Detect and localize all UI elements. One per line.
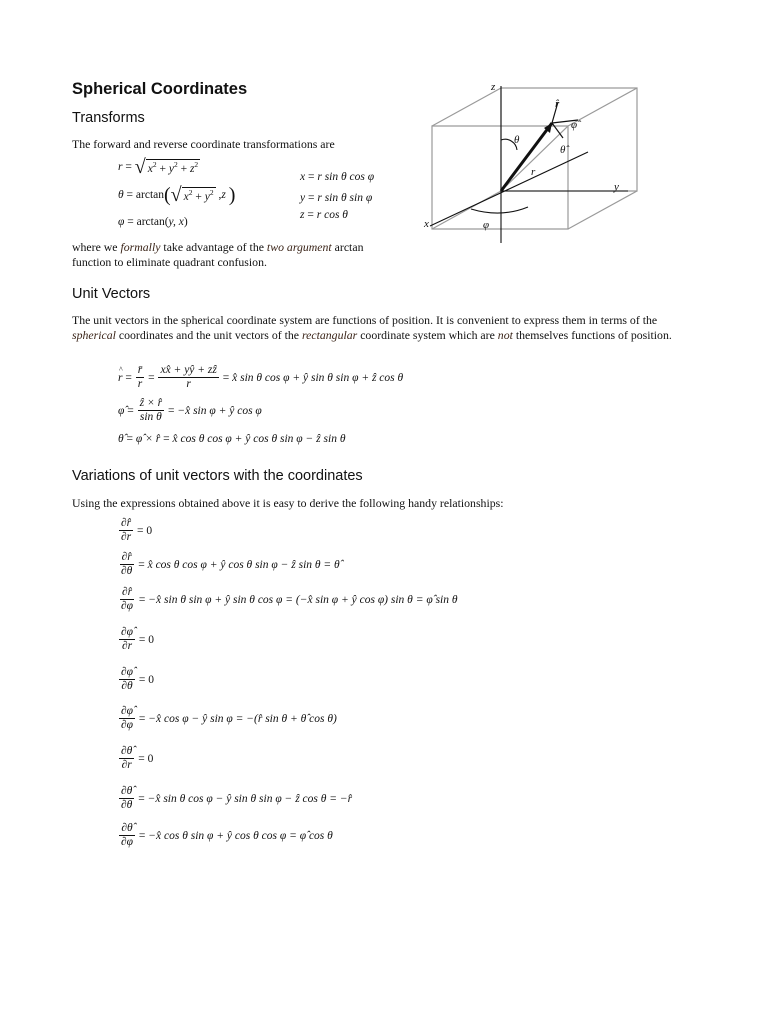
eq-phihat: φ̂ = $\frac{\text{ẑ × r̂}}{\text{sin θ}}$ = −x̂ sin φ + ŷ cos φ: [118, 397, 262, 423]
axis-label-z: z: [491, 81, 496, 93]
spherical-coordinate-diagram: [418, 78, 648, 248]
label-theta: θ: [514, 134, 520, 146]
section-heading-unit-vectors: Unit Vectors: [72, 286, 151, 302]
page-title: Spherical Coordinates: [72, 80, 248, 98]
eq-dthetahat-dphi: $\frac{\partial\thetâ}{\partial\varphi}$ = −x̂ cos θ sin φ + ŷ cos θ cos φ = φ̂ cos θ: [121, 822, 333, 848]
eq-phi-forward: φ = arctan( y, x ): [118, 216, 188, 228]
unit-vectors-paragraph: The unit vectors in the spherical coordinate system are functions of position. It is convenient to express them in terms of the spherical coordinates and the unit vectors of the rectangular coordinate system which are not themselves functions of position.: [72, 313, 672, 342]
label-thetahat: θ̂: [560, 144, 566, 156]
section-heading-transforms: Transforms: [72, 110, 145, 126]
arctan-args: y, x: [168, 216, 184, 228]
arctan-note: where we formally take advantage of the two argument arctan function to eliminate quadrant confusion.: [72, 240, 364, 269]
eq-thetahat: θ̂ = φ̂ × r̂ = x̂ cos θ cos φ + ŷ cos θ sin φ − ẑ sin θ: [118, 433, 346, 445]
eq-dthetahat-dtheta: $\frac{\partial\thetâ}{\partial\theta}$ = −x̂ sin θ cos φ − ŷ sin θ sin φ − ẑ cos θ = −r̂: [121, 785, 353, 811]
section-heading-variations: Variations of unit vectors with the coordinates: [72, 468, 363, 484]
eq-drhat-dphi: $\frac{\partial r̂}{\partial\varphi}$ = −x̂ sin θ sin φ + ŷ sin θ cos φ = (−x̂ sin φ + ŷ cos φ) sin θ = φ̂ sin θ: [121, 586, 458, 612]
axis-label-y: y: [614, 181, 619, 193]
axis-label-x: x: [424, 218, 429, 230]
eq-dthetahat-dr: $\frac{\partial\thetâ}{\partial r}$ = 0: [121, 745, 154, 771]
variations-intro: Using the expressions obtained above it is easy to derive the following handy relationships:: [72, 496, 504, 510]
eq-r-forward: r = √ $x^2 + y^2 + z^2$: [118, 156, 199, 178]
label-phi: φ: [483, 219, 490, 231]
label-rhat: r̂: [555, 98, 560, 110]
eq-dphihat-dr: $\frac{\partial\varphî}{\partial r}$ = 0: [121, 626, 155, 652]
eq-dphihat-dtheta: $\frac{\partial\varphî}{\partial\theta}$ = 0: [121, 666, 155, 692]
label-r: r: [531, 166, 536, 178]
arctan-label: arctan: [135, 189, 164, 201]
eq-x-reverse: x = r sin θ cos φ: [300, 171, 375, 183]
eq-dphihat-dphi: $\frac{\partial\varphî}{\partial\varphi}$ = −x̂ cos φ − ŷ sin φ = −(r̂ sin θ + θ̂ cos θ): [121, 705, 337, 731]
transforms-intro: The forward and reverse coordinate transformations are: [72, 137, 335, 151]
eq-rhat: ^ r = $\frac{r̄}{r}$ = $\frac{\text{xx̂ + yŷ + zẑ}}{r}$ = x̂ sin θ cos φ + ŷ sin θ sin φ + ẑ cos θ: [118, 364, 403, 391]
eq-z-reverse: z = r cos θ: [300, 209, 348, 221]
eq-theta-forward: θ = arctan ( √ $x^2 + y^2$ , z ): [118, 184, 236, 206]
eq-y-reverse: y = r sin θ sin φ: [300, 192, 373, 204]
eq-drhat-dr: $\frac{\partial r̂}{\partial r}$ = 0: [121, 517, 153, 543]
label-phihat: φ̂: [571, 119, 578, 131]
eq-drhat-dtheta: $\frac{\partial r̂}{\partial\theta}$ = x̂ cos θ cos φ + ŷ cos θ sin φ − ẑ sin θ = θ̂: [121, 551, 340, 577]
